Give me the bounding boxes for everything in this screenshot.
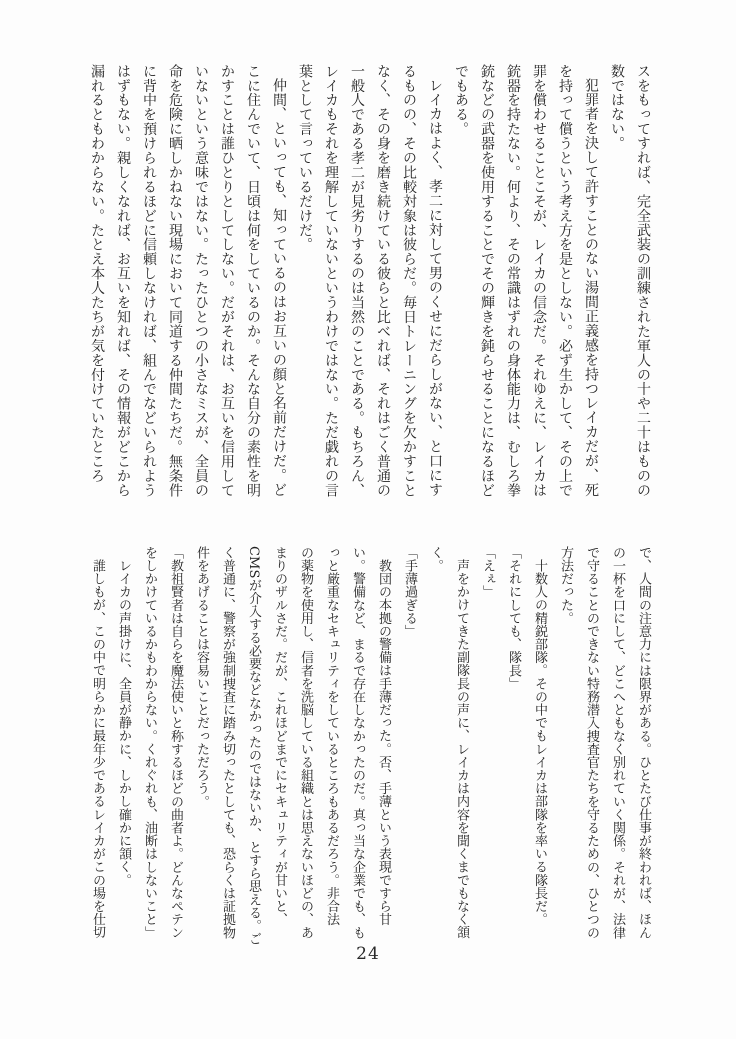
text-line: 「教祖賢者は自らを魔法使いと称するほどの曲者よ。どんなペテン: [168, 546, 183, 939]
text-line: 誰しもが、この中で明らかに最年少であるレイカがこの場を仕切: [90, 559, 105, 939]
text-line: CMSが介入する必要などなかったのではないか、とすら思える。ご: [246, 546, 261, 946]
text-line: レイカの声掛けに、全員が静かに、しかし確かに頷く。: [116, 559, 131, 887]
text-line: 「手薄過ぎる」: [402, 546, 417, 638]
text-line: 命を危険に晒しかねない現場において同道する仲間たちだ。無条件: [167, 64, 183, 498]
text-line: 犯罪者を決して許すことのない湯間正義感を持つレイカだが、死: [583, 78, 599, 498]
text-band-bottom: [84, 546, 656, 946]
text-line: 銃などの武器を使用することでその輝きを鈍らせることになるほど: [479, 64, 495, 498]
text-line: く普通に、警察が強制捜査に踏み切ったとしても、恐らくは証拠物: [220, 546, 235, 939]
text-line: 葉として言っているだけだ。: [297, 64, 313, 252]
text-line: を持って償うという考え方を是としない。必ず生かして、その上で: [557, 64, 573, 498]
text-line: に背中を預けられるほどに信頼しなければ、組んでなどいられよう: [141, 64, 157, 498]
text-line: 一般人である孝二が見劣りするのは当然のことである。もちろん、: [349, 64, 365, 498]
text-line: スをもってすれば、完全武装の訓練された軍人の十や二十はものの: [635, 64, 651, 498]
text-line: の薬物を使用し、信者を洗脳している組織とは思えないほどの、あ: [298, 546, 313, 939]
text-line: るものの、その比較対象は彼らだ。毎日トレーニングを欠かすこと: [401, 64, 417, 498]
text-line: こに住んでいて、日頃は何をしているのか。そんな自分の素性を明: [245, 64, 261, 498]
text-line: く。: [428, 546, 443, 573]
text-line: で、人間の注意力には限界がある。ひとたび仕事が終われば、ほん: [636, 546, 651, 939]
text-line: 「えぇ」: [480, 546, 495, 599]
text-line: 罪を償わせることこそが、レイカの信念だ。それゆえに、レイカは: [531, 64, 547, 498]
text-line: はずもない。親しくなれば、お互いを知れば、その情報がどこから: [115, 64, 131, 498]
text-line: レイカはよく、孝二に対して男のくせにだらしがない、と口にす: [427, 78, 443, 498]
text-line: 仲間、といっても、知っているのはお互いの顔と名前だけだ。ど: [271, 78, 287, 498]
text-line: 教団の本拠の警備は手薄だった。否、手薄という表現ですら甘: [376, 559, 391, 926]
text-line: っと厳重なセキュリティをしているところもあるだろう。非合法: [324, 546, 339, 926]
text-line: 「それにしても、隊長」: [506, 546, 521, 691]
text-line: なく、その身を磨き続けている彼らと比べれば、それはごく普通の: [375, 64, 391, 498]
text-line: 十数人の精鋭部隊。その中でもレイカは部隊を率いる隊長だ。: [532, 559, 547, 926]
text-line: をしかけているかもわからない。くれぐれも、油断はしないこと」: [142, 546, 157, 939]
text-line: 数ではない。: [609, 64, 625, 151]
text-line: で守ることのできない特務潜入捜査官たちを守るための、ひとつの: [584, 546, 599, 939]
text-line: 声をかけてきた副隊長の声に、レイカは内容を聞くまでもなく頷: [454, 559, 469, 939]
text-line: レイカもそれを理解していないというわけではない。ただ戯れの言: [323, 64, 339, 498]
text-line: いないという意味ではない。たったひとつの小さなミスが、全員の: [193, 64, 209, 498]
text-line: でもある。: [453, 64, 469, 137]
text-line: の一杯を口にして、どこへともなく別れていく関係。それが、法律: [610, 546, 625, 939]
text-band-top: [84, 64, 656, 500]
text-line: 件をあげることは容易いことだっただろう。: [194, 546, 209, 808]
text-line: 漏れるともわからない。たとえ本人たちが気を付けていたところ: [89, 64, 105, 484]
text-line: かすことは誰ひとりとしてしない。だがそれは、お互いを信用して: [219, 64, 235, 498]
page-number: 24: [356, 944, 380, 964]
text-line: 方法だった。: [558, 546, 573, 625]
text-line: まりのザルさだ。だが、これほどまでにセキュリティが甘いと、: [272, 546, 287, 926]
text-line: い。警備など、まるで存在しなかったのだ。真っ当な企業でも、も: [350, 546, 365, 939]
text-line: 銃器を持たない。何より、その常識はずれの身体能力は、むしろ拳: [505, 64, 521, 498]
